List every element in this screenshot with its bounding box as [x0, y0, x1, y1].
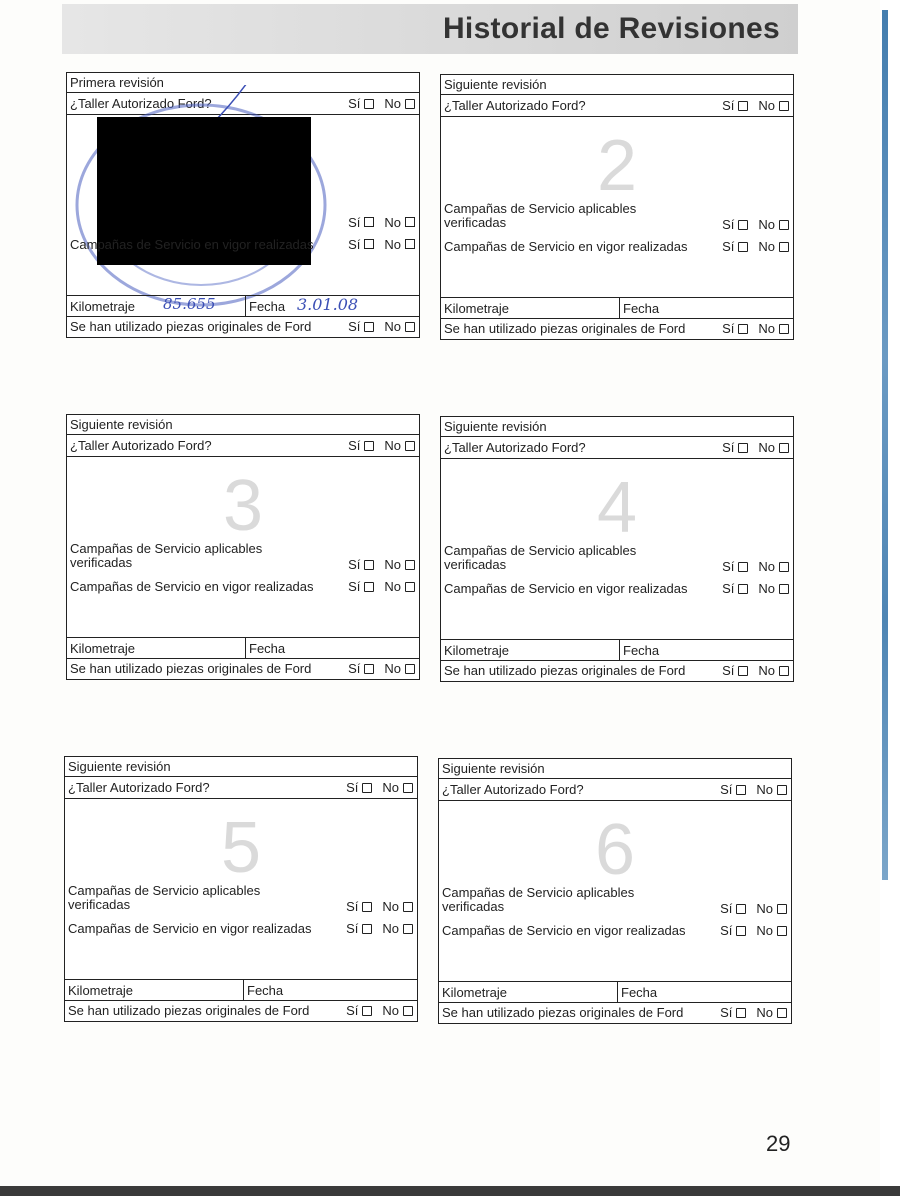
kilometraje-row [439, 981, 791, 1003]
checkbox[interactable] [364, 441, 374, 451]
campaigns-verified-label: Campañas de Servicio aplicables verificadas [68, 883, 261, 912]
taller-yes-no: Sí No [348, 435, 415, 456]
checkbox[interactable] [364, 322, 374, 332]
checkbox[interactable] [779, 220, 789, 230]
taller-row [441, 437, 793, 459]
checkbox[interactable] [405, 441, 415, 451]
campaigns-realized-yes-no: Sí No [720, 923, 787, 938]
taller-yes-no: Sí No [722, 437, 789, 458]
card-title: Primera revisión [67, 73, 419, 93]
checkbox[interactable] [405, 217, 415, 227]
campaigns-verified-label: Campañas de Servicio aplicables verificadas [444, 543, 637, 572]
card-title: Siguiente revisión [441, 75, 793, 95]
checkbox[interactable] [403, 783, 413, 793]
taller-label: ¿Taller Autorizado Ford? [444, 440, 586, 455]
piezas-label: Se han utilizado piezas originales de Ford [442, 1005, 684, 1020]
taller-row [65, 777, 417, 799]
fecha-label: Fecha [249, 641, 286, 656]
checkbox[interactable] [738, 584, 748, 594]
checkbox[interactable] [779, 443, 789, 453]
checkbox[interactable] [405, 560, 415, 570]
fecha-label: Fecha [247, 983, 284, 998]
page-title: Historial de Revisiones [442, 12, 780, 45]
checkbox[interactable] [738, 324, 748, 334]
piezas-yes-no: Sí No [346, 1001, 413, 1021]
taller-yes-no: Sí No [722, 95, 789, 116]
taller-row [439, 779, 791, 801]
campaigns-realized-label: Campañas de Servicio en vigor realizadas [68, 921, 312, 936]
checkbox[interactable] [738, 101, 748, 111]
piezas-row [67, 659, 419, 679]
checkbox[interactable] [403, 1006, 413, 1016]
campaigns-verified-yes-no: Sí No [722, 217, 789, 232]
checkbox[interactable] [736, 926, 746, 936]
campaigns-verified-yes-no: Sí No [720, 901, 787, 916]
revision-card-4 [440, 416, 794, 682]
checkbox[interactable] [779, 101, 789, 111]
taller-yes-no: Sí No [348, 93, 415, 114]
checkbox[interactable] [736, 904, 746, 914]
fecha-label: Fecha [623, 643, 660, 658]
piezas-yes-no: Sí No [722, 661, 789, 681]
card-title: Siguiente revisión [439, 759, 791, 779]
taller-yes-no: Sí No [346, 777, 413, 798]
piezas-label: Se han utilizado piezas originales de Ford [68, 1003, 310, 1018]
campaigns-verified-label [70, 200, 330, 228]
checkbox[interactable] [405, 239, 415, 249]
handwritten-date: 3.01.08 [297, 295, 359, 314]
checkbox[interactable] [362, 783, 372, 793]
campaigns-verified-yes-no: Sí No [348, 557, 415, 572]
revision-card-5 [64, 756, 418, 1022]
kilometraje-label: Kilometraje [70, 641, 136, 656]
checkbox[interactable] [736, 785, 746, 795]
revision-number: 6 [594, 810, 636, 890]
piezas-row [67, 317, 419, 337]
piezas-label: Se han utilizado piezas originales de Ford [70, 661, 312, 676]
taller-label: ¿Taller Autorizado Ford? [442, 782, 584, 797]
taller-yes-no: Sí No [720, 779, 787, 800]
revision-number: 5 [220, 808, 262, 888]
checkbox[interactable] [779, 666, 789, 676]
revision-card-2 [440, 74, 794, 340]
checkbox[interactable] [779, 324, 789, 334]
taller-label: ¿Taller Autorizado Ford? [68, 780, 210, 795]
divider [243, 980, 244, 1000]
campaigns-realized-label: Campañas de Servicio en vigor realizadas [444, 581, 688, 596]
checkbox[interactable] [736, 1008, 746, 1018]
kilometraje-label: Kilometraje [70, 299, 136, 314]
checkbox[interactable] [738, 220, 748, 230]
header-band [62, 4, 798, 54]
kilometraje-row [441, 639, 793, 661]
divider [245, 638, 246, 658]
piezas-row [441, 319, 793, 339]
checkbox[interactable] [364, 99, 374, 109]
checkbox[interactable] [364, 664, 374, 674]
campaigns-verified-yes-no: Sí No [346, 899, 413, 914]
kilometraje-label: Kilometraje [444, 301, 510, 316]
checkbox[interactable] [362, 924, 372, 934]
piezas-label: Se han utilizado piezas originales de Ford [444, 321, 686, 336]
page-number: 29 [766, 1131, 791, 1156]
checkbox[interactable] [364, 217, 374, 227]
checkbox[interactable] [777, 904, 787, 914]
checkbox[interactable] [364, 582, 374, 592]
checkbox[interactable] [403, 902, 413, 912]
campaigns-realized-yes-no: Sí No [348, 579, 415, 594]
campaigns-verified-label: Campañas de Servicio aplicables verificadas [70, 541, 263, 570]
campaigns-verified-yes-no: Sí No [348, 215, 415, 230]
piezas-yes-no: Sí No [720, 1003, 787, 1023]
checkbox[interactable] [777, 926, 787, 936]
fecha-label: Fecha [249, 299, 286, 314]
campaigns-verified-label: Campañas de Servicio aplicables verificadas [444, 201, 637, 230]
piezas-label: Se han utilizado piezas originales de Ford [70, 319, 312, 334]
piezas-yes-no: Sí No [722, 319, 789, 339]
kilometraje-label: Kilometraje [442, 985, 508, 1000]
kilometraje-row [67, 295, 419, 317]
campaigns-realized-label: Campañas de Servicio en vigor realizadas [70, 237, 314, 252]
taller-label: ¿Taller Autorizado Ford? [70, 96, 212, 111]
taller-label: ¿Taller Autorizado Ford? [444, 98, 586, 113]
card-title: Siguiente revisión [65, 757, 417, 777]
campaigns-realized-yes-no: Sí No [348, 237, 415, 252]
checkbox[interactable] [405, 322, 415, 332]
checkbox[interactable] [779, 562, 789, 572]
campaigns-verified-yes-no: Sí No [722, 559, 789, 574]
piezas-row [439, 1003, 791, 1023]
taller-row [441, 95, 793, 117]
piezas-yes-no: Sí No [348, 317, 415, 337]
campaigns-verified-label: Campañas de Servicio aplicables verificadas [442, 885, 635, 914]
checkbox[interactable] [364, 560, 374, 570]
checkbox[interactable] [362, 1006, 372, 1016]
card-title: Siguiente revisión [441, 417, 793, 437]
divider [619, 640, 620, 660]
checkbox[interactable] [779, 242, 789, 252]
handwritten-km: 85.655 [163, 295, 216, 313]
checkbox[interactable] [779, 584, 789, 594]
campaigns-realized-yes-no: Sí No [346, 921, 413, 936]
taller-row [67, 435, 419, 457]
revision-card-6 [438, 758, 792, 1024]
checkbox[interactable] [738, 443, 748, 453]
checkbox[interactable] [777, 1008, 787, 1018]
fecha-label: Fecha [621, 985, 658, 1000]
cover-edge-strip [882, 10, 888, 880]
divider [619, 298, 620, 318]
checkbox[interactable] [405, 664, 415, 674]
checkbox[interactable] [738, 242, 748, 252]
piezas-row [441, 661, 793, 681]
checkbox[interactable] [738, 562, 748, 572]
taller-row [67, 93, 419, 115]
divider [245, 296, 246, 316]
campaigns-realized-label: Campañas de Servicio en vigor realizadas [442, 923, 686, 938]
bottom-shadow [0, 1186, 900, 1196]
revision-card-1 [66, 72, 420, 338]
kilometraje-row [65, 979, 417, 1001]
checkbox[interactable] [364, 239, 374, 249]
kilometraje-label: Kilometraje [444, 643, 510, 658]
kilometraje-row [67, 637, 419, 659]
revision-number: 2 [596, 126, 638, 206]
fecha-label: Fecha [623, 301, 660, 316]
divider [617, 982, 618, 1002]
checkbox[interactable] [405, 99, 415, 109]
kilometraje-row [441, 297, 793, 319]
taller-label: ¿Taller Autorizado Ford? [70, 438, 212, 453]
revision-number: 3 [222, 466, 264, 546]
piezas-yes-no: Sí No [348, 659, 415, 679]
checkbox[interactable] [362, 902, 372, 912]
revision-number: 4 [596, 468, 638, 548]
revision-card-3 [66, 414, 420, 680]
campaigns-realized-yes-no: Sí No [722, 239, 789, 254]
piezas-label: Se han utilizado piezas originales de Ford [444, 663, 686, 678]
kilometraje-label: Kilometraje [68, 983, 134, 998]
piezas-row [65, 1001, 417, 1021]
campaigns-realized-yes-no: Sí No [722, 581, 789, 596]
checkbox[interactable] [777, 785, 787, 795]
campaigns-realized-label: Campañas de Servicio en vigor realizadas [444, 239, 688, 254]
checkbox[interactable] [405, 582, 415, 592]
checkbox[interactable] [403, 924, 413, 934]
checkbox[interactable] [738, 666, 748, 676]
campaigns-realized-label: Campañas de Servicio en vigor realizadas [70, 579, 314, 594]
card-title: Siguiente revisión [67, 415, 419, 435]
